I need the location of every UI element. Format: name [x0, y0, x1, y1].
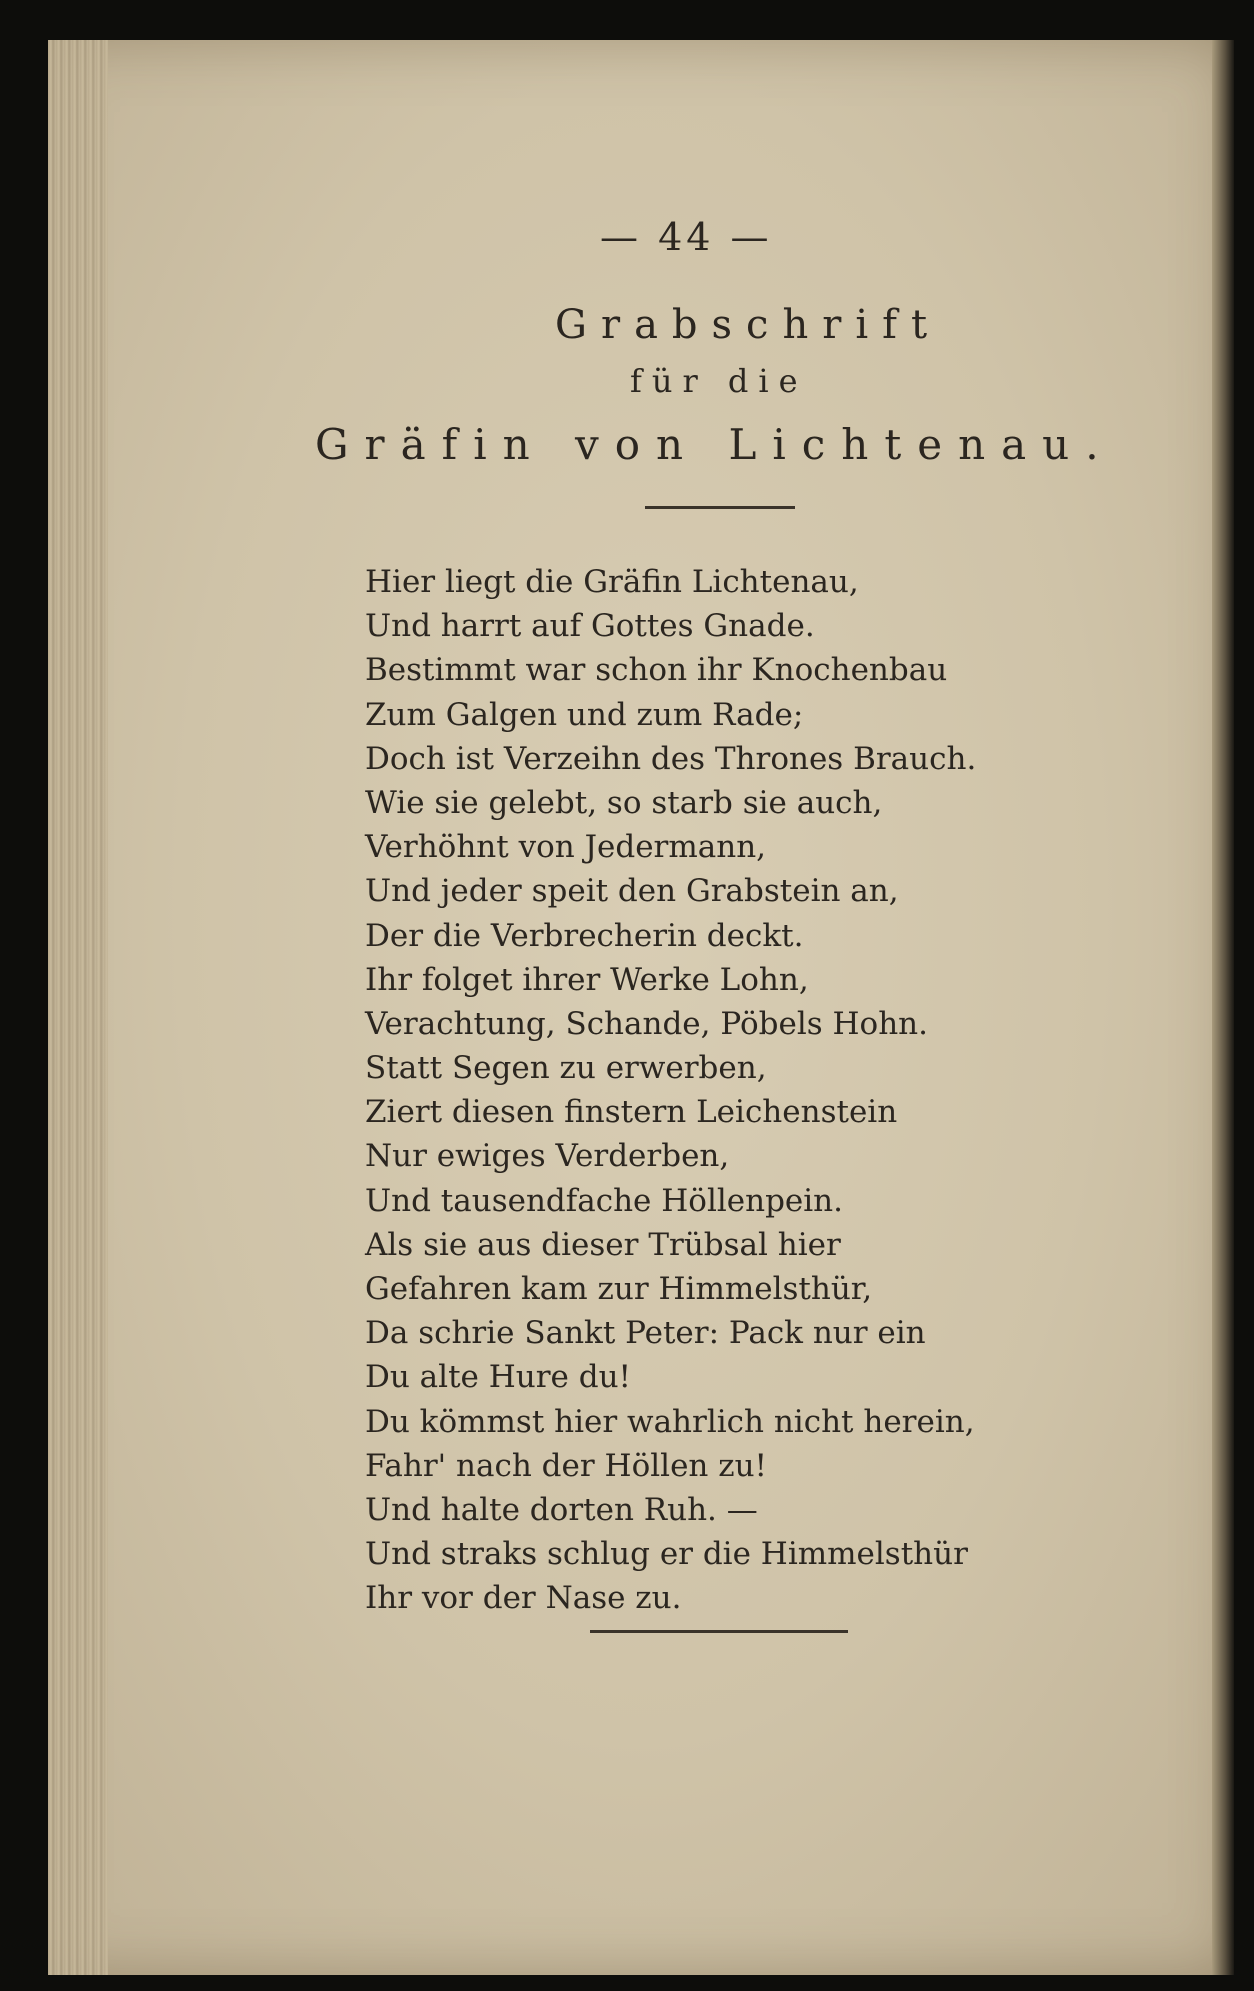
poem-line: Und straks schlug er die Himmelsthür: [365, 1536, 968, 1573]
poem-line: Und halte dorten Ruh. —: [365, 1491, 758, 1528]
poem-line: Ihr folget ihrer Werke Lohn,: [365, 961, 809, 998]
page-number: — 44 —: [600, 215, 773, 259]
poem-line: Als sie aus dieser Trübsal hier: [365, 1226, 841, 1263]
poem-line: Bestimmt war schon ihr Knochenbau: [365, 652, 948, 689]
heading-line-1: Grabschrift: [555, 302, 942, 348]
book-gutter: [1212, 40, 1234, 1975]
poem-line: Doch ist Verzeihn des Thrones Brauch.: [365, 740, 977, 777]
heading-line-3: Gräfin von Lichtenau.: [315, 420, 1115, 469]
poem-line: Zum Galgen und zum Rade;: [365, 696, 804, 733]
poem-line: Du alte Hure du!: [365, 1359, 632, 1396]
poem-line: Hier liegt die Gräfin Lichtenau,: [365, 564, 859, 600]
poem-line: Fahr' nach der Höllen zu!: [365, 1447, 767, 1484]
heading-line-2: für die: [630, 362, 808, 400]
poem-line: Du kömmst hier wahrlich nicht herein,: [365, 1403, 975, 1440]
poem-line: Ihr vor der Nase zu.: [365, 1580, 682, 1617]
poem-line: Statt Segen zu erwerben,: [365, 1050, 767, 1087]
poem-line: Und tausendfache Höllenpein.: [365, 1182, 844, 1219]
poem-line: Ziert diesen finstern Leichenstein: [365, 1094, 898, 1131]
poem-line: Wie sie gelebt, so starb sie auch,: [365, 784, 883, 821]
poem-line: Gefahren kam zur Himmelsthür,: [365, 1271, 873, 1307]
poem-line: Und harrt auf Gottes Gnade.: [365, 608, 815, 645]
poem-line: Da schrie Sankt Peter: Pack nur ein: [365, 1315, 926, 1352]
poem: [365, 560, 976, 1621]
heading-divider: [645, 506, 795, 509]
poem-line: Nur ewiges Verderben,: [365, 1138, 730, 1175]
poem-line: Der die Verbrecherin deckt.: [365, 917, 804, 954]
poem-line: Verachtung, Schande, Pöbels Hohn.: [365, 1005, 928, 1042]
page-edges: [48, 40, 108, 1975]
poem-line: Verhöhnt von Jedermann,: [365, 829, 767, 866]
poem-line: Und jeder speit den Grabstein an,: [365, 873, 899, 910]
end-divider: [590, 1630, 848, 1633]
